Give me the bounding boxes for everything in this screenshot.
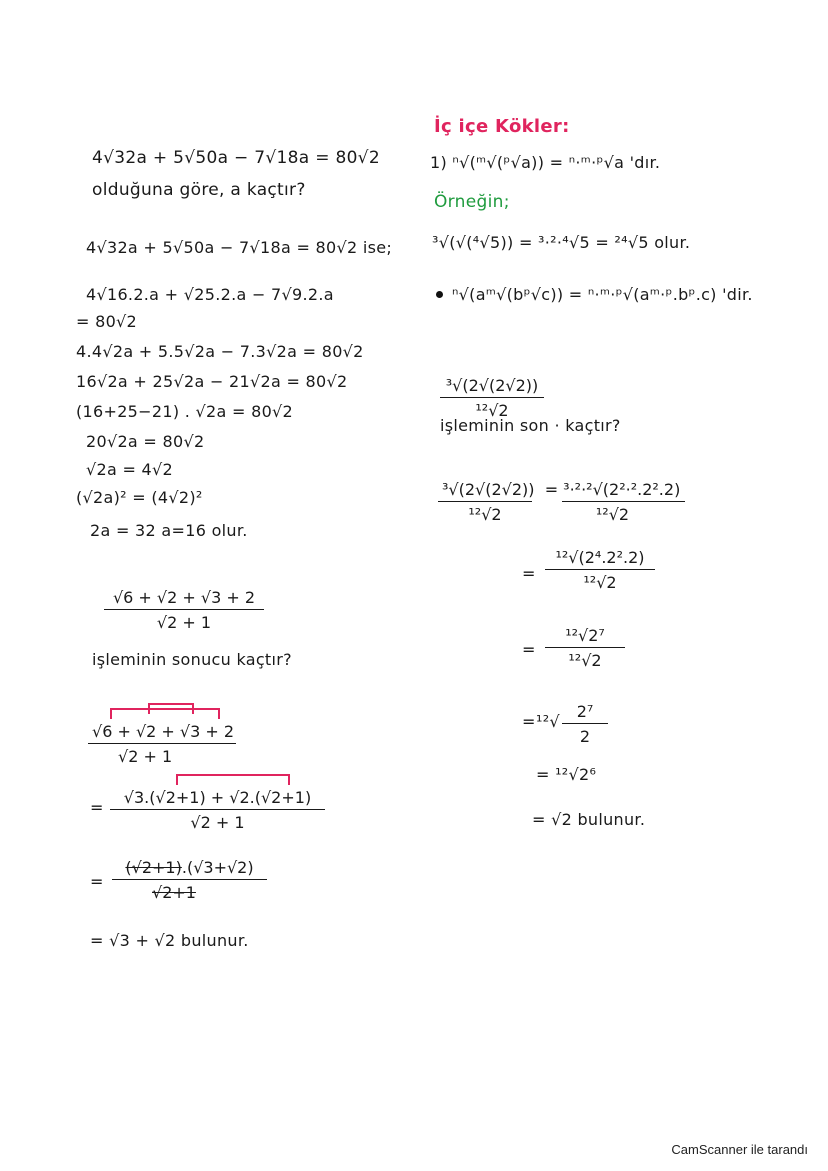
answer-fraction-1 [438, 480, 535, 524]
solution-fraction-1 [88, 722, 236, 766]
equals-sign-1: = [90, 798, 104, 817]
question-numerator: ³√(2√(2√2)) [445, 376, 539, 395]
solution-2-numerator: √3.(√2+1) + √2.(√2+1) [123, 788, 312, 807]
remaining-factor: .(√3+√2) [181, 858, 254, 877]
section-title: İç içe Kökler: [434, 116, 570, 137]
example-1: ³√(√(⁴√5)) = ³·²·⁴√5 = ²⁴√5 olur. [432, 233, 691, 252]
answer-fraction-3 [545, 626, 625, 670]
cancelled-factor: (√2+1) [125, 858, 182, 877]
step-1: 4√32a + 5√50a − 7√18a = 80√2 ise; [86, 238, 393, 257]
final-result-right: = √2 bulunur. [532, 810, 646, 829]
step-10: 2a = 32 a=16 olur. [90, 521, 248, 540]
answer-1-rhs-numerator: = ³·²·²√(2²·².2².2) [544, 480, 681, 499]
step-6: (16+25−21) . √2a = 80√2 [76, 402, 294, 421]
answer-fraction-1-rhs [540, 480, 685, 524]
equals-sign-4: = [522, 640, 536, 659]
answer-fraction-2 [545, 548, 655, 592]
rule-2: ⁿ√(aᵐ√(bᵖ√c)) = ⁿ·ᵐ·ᵖ√(aᵐ·ᵖ.bᵖ.c) 'dir. [452, 285, 753, 304]
step-8: √2a = 4√2 [86, 460, 174, 479]
problem1-equation: 4√32a + 5√50a − 7√18a = 80√2 [92, 148, 380, 168]
step-4: 4.4√2a + 5.5√2a − 7.3√2a = 80√2 [76, 342, 364, 361]
solution-2-denominator: √2 + 1 [190, 813, 245, 832]
equals-sign-2: = [90, 872, 104, 891]
answer-2-denominator: ¹²√2 [583, 573, 617, 592]
answer-4-denominator: 2 [579, 727, 591, 746]
problem2-fraction [104, 588, 264, 632]
answer-fraction-4 [562, 702, 608, 746]
bullet-point [436, 291, 443, 298]
solution-1-denominator: √2 + 1 [118, 747, 173, 766]
problem2-question: işleminin sonucu kaçtır? [92, 650, 292, 669]
scanner-watermark: CamScanner ile tarandı [671, 1142, 808, 1157]
rule-1: 1) ⁿ√(ᵐ√(ᵖ√a)) = ⁿ·ᵐ·ᵖ√a 'dır. [430, 153, 661, 172]
final-result-left: = √3 + √2 bulunur. [90, 931, 249, 950]
problem1-question: olduğuna göre, a kaçtır? [92, 180, 306, 200]
answer-4-root: ¹²√ [536, 712, 560, 731]
equals-sign-3: = [522, 564, 536, 583]
answer-1-numerator: ³√(2√(2√2)) [442, 480, 535, 499]
answer-step-5: = ¹²√2⁶ [536, 765, 597, 784]
answer-2-numerator: ¹²√(2⁴.2².2) [555, 548, 645, 567]
answer-3-numerator: ¹²√2⁷ [565, 626, 605, 645]
grouping-bracket-inner [148, 703, 194, 714]
step-7: 20√2a = 80√2 [86, 432, 205, 451]
problem2-denominator: √2 + 1 [156, 613, 212, 632]
question-fraction [440, 376, 544, 420]
step-9: (√2a)² = (4√2)² [76, 488, 203, 507]
answer-1-rhs-denominator: ¹²√2 [595, 505, 630, 524]
answer-1-denominator: ¹²√2 [468, 505, 502, 524]
solution-3-denominator: √2+1 [152, 883, 196, 902]
solution-1-numerator: √6 + √2 + √3 + 2 [92, 722, 235, 741]
answer-4-numerator: 2⁷ [576, 702, 594, 721]
question-denominator: ¹²√2 [475, 401, 509, 420]
equals-sign-5: = [522, 712, 536, 731]
question-text: işleminin son · kaçtır? [440, 416, 621, 435]
step-5: 16√2a + 25√2a − 21√2a = 80√2 [76, 372, 348, 391]
solution-3-numerator [112, 858, 267, 879]
grouping-bracket-2 [176, 774, 290, 785]
solution-fraction-3 [112, 858, 267, 902]
step-3: = 80√2 [76, 312, 138, 331]
solution-fraction-2 [110, 788, 325, 832]
answer-3-denominator: ¹²√2 [568, 651, 602, 670]
example-label: Örneğin; [434, 192, 510, 212]
problem2-numerator: √6 + √2 + √3 + 2 [112, 588, 256, 607]
step-2: 4√16.2.a + √25.2.a − 7√9.2.a [86, 285, 334, 304]
